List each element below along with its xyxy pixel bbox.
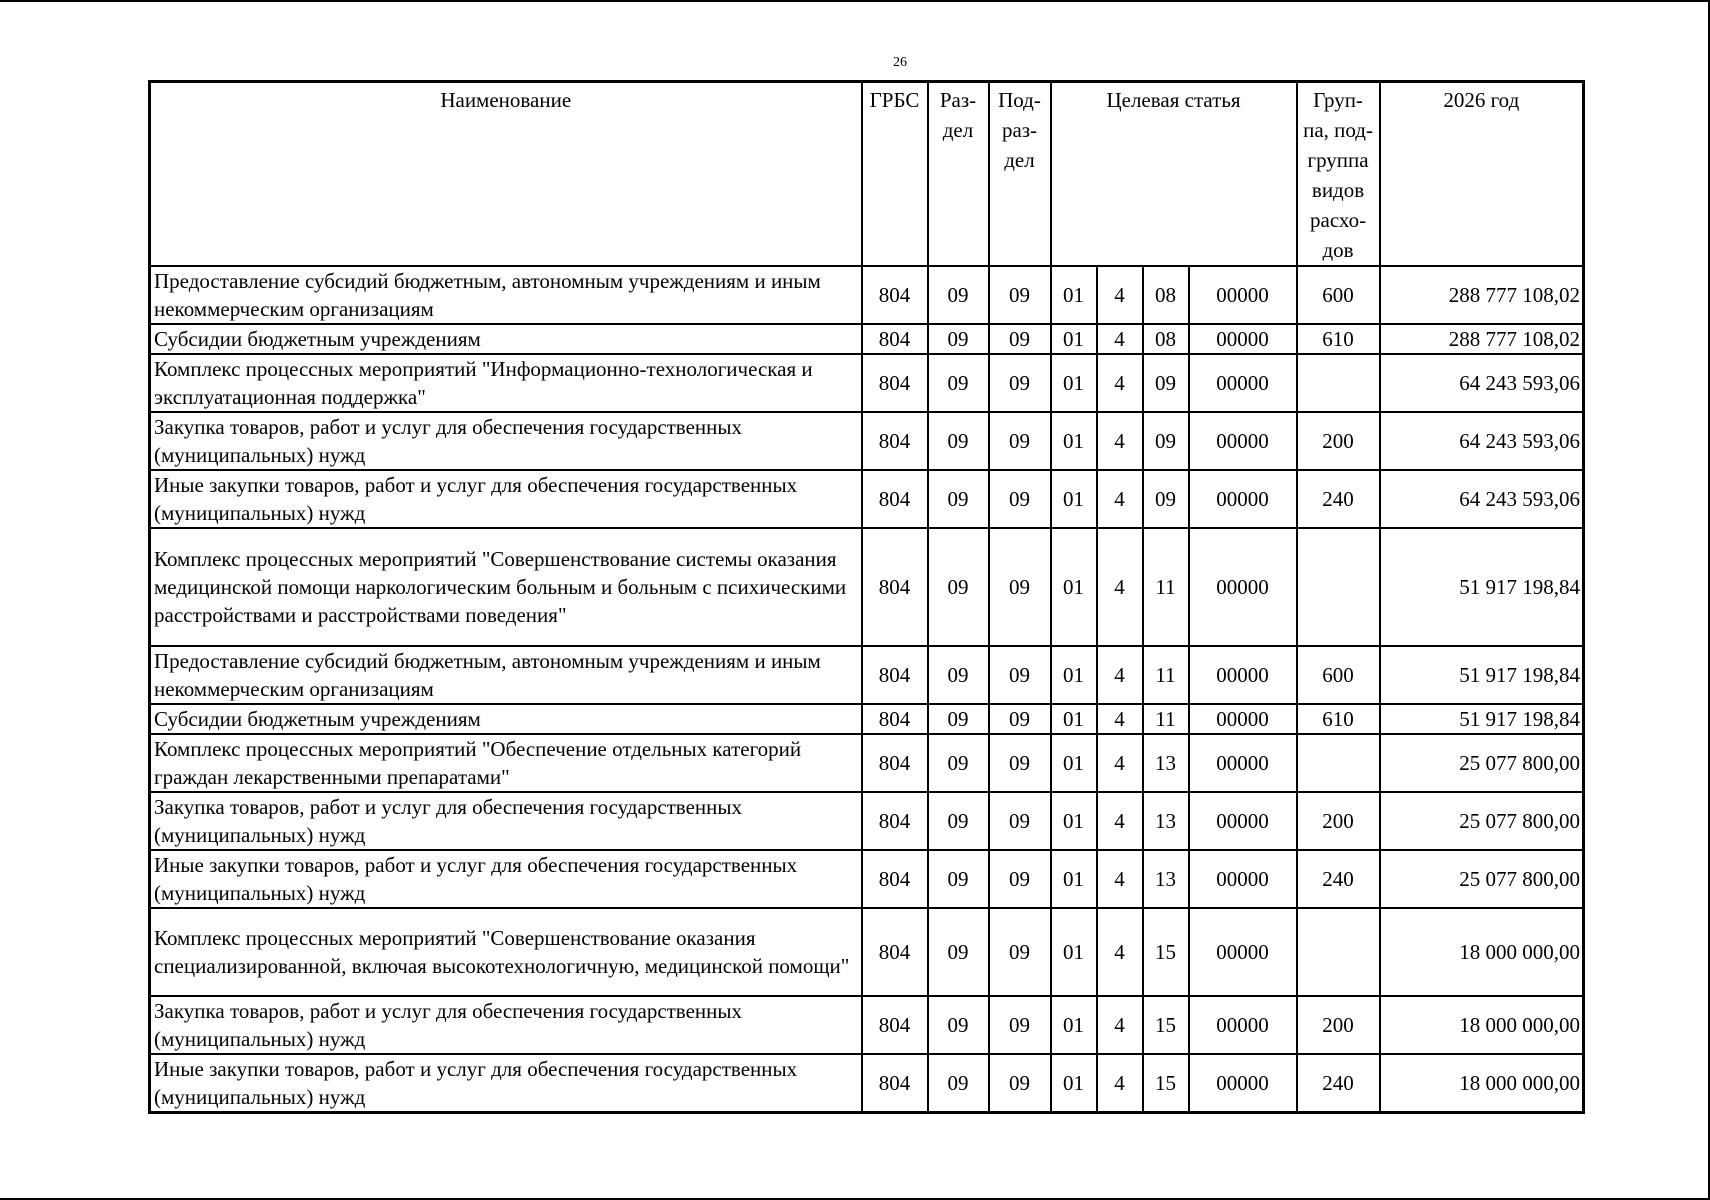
cell-group: 610 [1297,704,1380,734]
cell-razdel: 09 [928,646,989,704]
cell-cs4: 00000 [1189,354,1297,412]
table-row [150,908,1584,996]
cell-cs2: 4 [1097,324,1143,354]
cell-group: 610 [1297,324,1380,354]
cell-razdel: 09 [928,470,989,528]
table-row [150,704,1584,734]
cell-podrazdel: 09 [989,528,1051,646]
cell-cs1: 01 [1051,324,1097,354]
cell-cs4: 00000 [1189,908,1297,996]
cell-name: Комплекс процессных мероприятий "Совершенствование оказания специализированной, включая высокотехнологичную, медицинской помощи" [150,908,862,996]
cell-cs3: 09 [1143,412,1189,470]
cell-podrazdel: 09 [989,354,1051,412]
cell-cs2: 4 [1097,1054,1143,1113]
table-header-row [150,82,1584,267]
header-podrazdel-text: Под- раз- дел [998,88,1041,172]
cell-amount: 18 000 000,00 [1380,1054,1584,1113]
cell-razdel: 09 [928,324,989,354]
cell-cs3: 15 [1143,1054,1189,1113]
cell-cs4: 00000 [1189,528,1297,646]
cell-razdel: 09 [928,908,989,996]
cell-podrazdel: 09 [989,324,1051,354]
cell-cs3: 15 [1143,996,1189,1054]
cell-amount: 51 917 198,84 [1380,646,1584,704]
cell-group: 600 [1297,266,1380,324]
cell-amount: 288 777 108,02 [1380,266,1584,324]
header-target-article [1051,82,1297,267]
cell-group [1297,734,1380,792]
cell-cs4: 00000 [1189,850,1297,908]
cell-cs1: 01 [1051,354,1097,412]
table-row [150,996,1584,1054]
cell-grbs: 804 [862,908,928,996]
table-row [150,850,1584,908]
cell-cs1: 01 [1051,850,1097,908]
cell-cs3: 08 [1143,266,1189,324]
cell-cs4: 00000 [1189,996,1297,1054]
cell-razdel: 09 [928,1054,989,1113]
cell-cs2: 4 [1097,908,1143,996]
cell-amount: 18 000 000,00 [1380,908,1584,996]
cell-razdel: 09 [928,354,989,412]
cell-name: Субсидии бюджетным учреждениям [150,324,862,354]
cell-grbs: 804 [862,470,928,528]
cell-group: 240 [1297,470,1380,528]
cell-razdel: 09 [928,734,989,792]
cell-name: Закупка товаров, работ и услуг для обеспечения государственных (муниципальных) нужд [150,412,862,470]
cell-cs4: 00000 [1189,646,1297,704]
cell-cs2: 4 [1097,996,1143,1054]
cell-group: 600 [1297,646,1380,704]
cell-amount: 51 917 198,84 [1380,528,1584,646]
header-group-text: Груп- па, под- группа видов расхо- дов [1303,88,1373,262]
cell-cs4: 00000 [1189,470,1297,528]
table-body [150,266,1584,1113]
cell-name: Комплекс процессных мероприятий "Обеспечение отдельных категорий граждан лекарственными препаратами" [150,734,862,792]
cell-name: Комплекс процессных мероприятий "Информационно-технологическая и эксплуатационная поддержка" [150,354,862,412]
cell-cs3: 15 [1143,908,1189,996]
cell-name: Предоставление субсидий бюджетным, автономным учреждениям и иным некоммерческим организациям [150,266,862,324]
cell-podrazdel: 09 [989,646,1051,704]
cell-razdel: 09 [928,996,989,1054]
table-row [150,528,1584,646]
page-number: 26 [893,55,907,70]
header-grbs-text: ГРБС [869,88,920,112]
cell-podrazdel: 09 [989,266,1051,324]
cell-cs3: 08 [1143,324,1189,354]
cell-cs3: 13 [1143,792,1189,850]
header-grbs [862,82,928,267]
cell-amount: 64 243 593,06 [1380,470,1584,528]
header-razdel-text: Раз- дел [939,88,977,142]
cell-cs1: 01 [1051,792,1097,850]
cell-name: Иные закупки товаров, работ и услуг для обеспечения государственных (муниципальных) нужд [150,1054,862,1113]
cell-podrazdel: 09 [989,996,1051,1054]
cell-cs4: 00000 [1189,792,1297,850]
table-row [150,1054,1584,1113]
cell-name: Комплекс процессных мероприятий "Совершенствование системы оказания медицинской помощи наркологическим больным и больным с психическими расстройствами и расстройствами поведения" [150,528,862,646]
cell-cs4: 00000 [1189,266,1297,324]
table-row [150,354,1584,412]
header-year [1380,82,1584,267]
cell-cs2: 4 [1097,646,1143,704]
table-row [150,324,1584,354]
cell-cs3: 09 [1143,470,1189,528]
cell-name: Иные закупки товаров, работ и услуг для обеспечения государственных (муниципальных) нужд [150,850,862,908]
table-row [150,646,1584,704]
cell-grbs: 804 [862,266,928,324]
cell-grbs: 804 [862,704,928,734]
table-row [150,412,1584,470]
cell-group [1297,908,1380,996]
cell-podrazdel: 09 [989,850,1051,908]
cell-cs1: 01 [1051,412,1097,470]
cell-cs4: 00000 [1189,704,1297,734]
cell-amount: 25 077 800,00 [1380,792,1584,850]
cell-cs3: 11 [1143,704,1189,734]
cell-name: Субсидии бюджетным учреждениям [150,704,862,734]
cell-cs2: 4 [1097,528,1143,646]
cell-cs1: 01 [1051,704,1097,734]
cell-group: 200 [1297,996,1380,1054]
cell-podrazdel: 09 [989,470,1051,528]
cell-cs1: 01 [1051,266,1097,324]
table-row [150,734,1584,792]
cell-amount: 51 917 198,84 [1380,704,1584,734]
cell-amount: 25 077 800,00 [1380,850,1584,908]
cell-cs2: 4 [1097,412,1143,470]
cell-amount: 64 243 593,06 [1380,354,1584,412]
cell-podrazdel: 09 [989,792,1051,850]
header-group [1297,82,1380,267]
header-podrazdel [989,82,1051,267]
cell-amount: 25 077 800,00 [1380,734,1584,792]
cell-grbs: 804 [862,792,928,850]
header-name [150,82,862,267]
cell-podrazdel: 09 [989,412,1051,470]
cell-cs2: 4 [1097,266,1143,324]
scan-border-top [0,0,1710,2]
table-row [150,792,1584,850]
cell-cs3: 09 [1143,354,1189,412]
cell-group [1297,354,1380,412]
cell-razdel: 09 [928,528,989,646]
cell-cs2: 4 [1097,792,1143,850]
cell-razdel: 09 [928,704,989,734]
cell-amount: 18 000 000,00 [1380,996,1584,1054]
cell-podrazdel: 09 [989,1054,1051,1113]
cell-name: Иные закупки товаров, работ и услуг для обеспечения государственных (муниципальных) нужд [150,470,862,528]
cell-name: Закупка товаров, работ и услуг для обеспечения государственных (муниципальных) нужд [150,792,862,850]
cell-cs4: 00000 [1189,324,1297,354]
cell-grbs: 804 [862,354,928,412]
cell-podrazdel: 09 [989,704,1051,734]
cell-name: Предоставление субсидий бюджетным, автономным учреждениям и иным некоммерческим организациям [150,646,862,704]
table-row [150,266,1584,324]
cell-cs2: 4 [1097,354,1143,412]
cell-cs3: 11 [1143,528,1189,646]
cell-group: 240 [1297,850,1380,908]
cell-group: 200 [1297,412,1380,470]
cell-cs3: 11 [1143,646,1189,704]
cell-razdel: 09 [928,792,989,850]
header-year-text: 2026 год [1443,88,1520,112]
cell-grbs: 804 [862,734,928,792]
cell-cs2: 4 [1097,734,1143,792]
cell-razdel: 09 [928,266,989,324]
cell-grbs: 804 [862,528,928,646]
cell-cs1: 01 [1051,734,1097,792]
cell-cs2: 4 [1097,470,1143,528]
cell-grbs: 804 [862,1054,928,1113]
cell-cs1: 01 [1051,996,1097,1054]
cell-cs1: 01 [1051,908,1097,996]
cell-cs1: 01 [1051,528,1097,646]
cell-cs3: 13 [1143,850,1189,908]
cell-razdel: 09 [928,850,989,908]
cell-group [1297,528,1380,646]
cell-grbs: 804 [862,646,928,704]
cell-cs1: 01 [1051,470,1097,528]
cell-grbs: 804 [862,850,928,908]
header-name-text: Наименование [440,88,572,112]
cell-grbs: 804 [862,412,928,470]
budget-table [148,80,1585,1114]
cell-name: Закупка товаров, работ и услуг для обеспечения государственных (муниципальных) нужд [150,996,862,1054]
cell-cs1: 01 [1051,646,1097,704]
cell-grbs: 804 [862,996,928,1054]
cell-cs4: 00000 [1189,412,1297,470]
cell-amount: 64 243 593,06 [1380,412,1584,470]
cell-group: 200 [1297,792,1380,850]
cell-podrazdel: 09 [989,734,1051,792]
cell-cs2: 4 [1097,850,1143,908]
cell-amount: 288 777 108,02 [1380,324,1584,354]
cell-cs2: 4 [1097,704,1143,734]
cell-cs4: 00000 [1189,1054,1297,1113]
table-row [150,470,1584,528]
cell-razdel: 09 [928,412,989,470]
cell-podrazdel: 09 [989,908,1051,996]
cell-grbs: 804 [862,324,928,354]
header-razdel [928,82,989,267]
cell-cs4: 00000 [1189,734,1297,792]
header-target-article-text: Целевая статья [1106,88,1241,112]
cell-cs1: 01 [1051,1054,1097,1113]
cell-group: 240 [1297,1054,1380,1113]
cell-cs3: 13 [1143,734,1189,792]
